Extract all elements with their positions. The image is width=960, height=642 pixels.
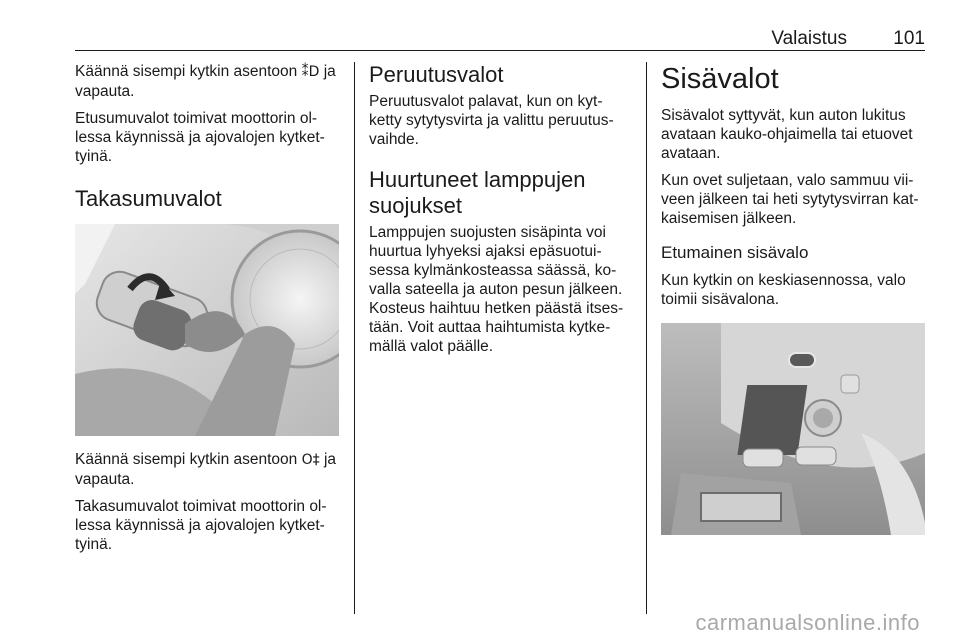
fogged-covers-heading: Huurtuneet lamppujen suojukset xyxy=(369,167,586,218)
column-3 xyxy=(661,62,926,535)
column-divider-1 xyxy=(354,62,355,614)
page-number: 101 xyxy=(893,28,925,49)
fog-front-instruction: Käännä sisempi kytkin asentoon ⁑D ja vapauta. xyxy=(75,63,336,100)
column-divider-2 xyxy=(646,62,647,614)
rear-fog-description: Takasumuvalot toimivat moottorin ol- lessa käynnissä ja ajovalojen kytket- tyinä. xyxy=(75,498,327,553)
interior-lights-text-2: Kun ovet suljetaan, valo sammuu vii- veen jälkeen tai heti sytytysvirran kat- kaisemisen jälkeen. xyxy=(661,172,919,227)
interior-light-photo xyxy=(661,323,925,535)
front-interior-light-heading: Etumainen sisävalo xyxy=(661,243,809,262)
column-1 xyxy=(75,62,340,562)
reversing-lights-heading: Peruutusvalot xyxy=(369,62,504,87)
stalk-switch-photo xyxy=(75,224,339,436)
header-rule xyxy=(75,50,925,51)
fog-front-description: Etusumuvalot toimivat moottorin ol- lessa käynnissä ja ajovalojen kytket- tyinä. xyxy=(75,110,325,165)
rear-fog-symbol: O‡ xyxy=(301,452,320,468)
section-title: Valaistus xyxy=(771,28,847,49)
rear-fog-instruction: Käännä sisempi kytkin asentoon O‡ ja vapauta. xyxy=(75,451,337,488)
front-fog-symbol: ⁑D xyxy=(301,64,320,80)
interior-lights-heading: Sisävalot xyxy=(661,63,779,95)
front-interior-light-text: Kun kytkin on keskiasennossa, valo toimii sisävalona. xyxy=(661,272,906,308)
watermark: carmanualsonline.info xyxy=(695,610,920,635)
reversing-lights-text: Peruutusvalot palavat, kun on kyt- ketty sytytysvirta ja valittu peruutus- vaihde. xyxy=(369,93,614,148)
rear-fog-heading: Takasumuvalot xyxy=(75,186,222,211)
column-2 xyxy=(369,62,634,364)
interior-lights-text-1: Sisävalot syttyvät, kun auton lukitus avataan kauko-ohjaimella tai etuovet avataan. xyxy=(661,107,913,162)
fogged-covers-text: Lamppujen suojusten sisäpinta voi huurtua lyhyeksi ajaksi epäsuotui- sessa kylmänkosteassa säässä, ko- valla sateella ja auton pesun jälkeen. Kosteus haihtuu hetken päästä itses- tään. Voit auttaa haihtumista kytke- mällä valot päälle. xyxy=(369,224,624,355)
